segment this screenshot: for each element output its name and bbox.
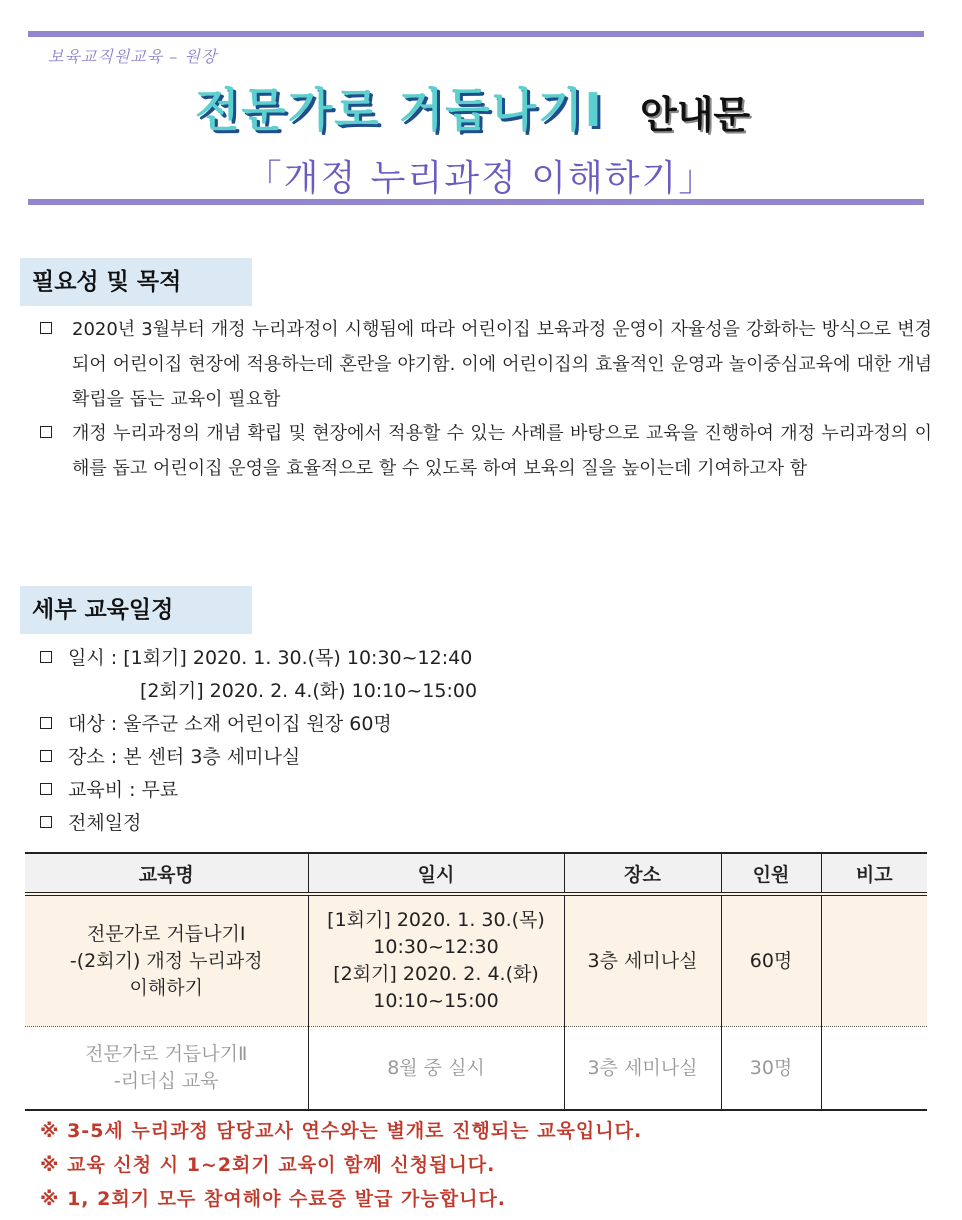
checkbox-bullet-icon — [40, 426, 52, 438]
schedule-table — [25, 852, 927, 1111]
course-date-cell: [1회기] 2020. 1. 30.(목) 10:30~12:30 [2회기] 2020. 2. 4.(화) 10:10~15:00 — [308, 894, 564, 1027]
table-header-cell: 비고 — [821, 853, 927, 894]
audience-label: 보육교직원교육 – 원장 — [48, 47, 218, 66]
bottom-rule — [28, 199, 924, 205]
purpose-text: 개정 누리과정의 개념 확립 및 현장에서 적용할 수 있는 사례를 바탕으로 교육을 진행하여 개정 누리과정의 이해를 돕고 어린이집 운영을 효율적으로 할 수 있도록 하여 보육의 질을 높이는데 기여하고자 함 — [72, 423, 932, 479]
target-line: 대상 : 울주군 소재 어린이집 원장 60명 — [40, 708, 392, 741]
section-heading-schedule: 세부 교육일정 — [20, 586, 252, 634]
table-header-cell: 장소 — [564, 853, 721, 894]
overall-line: 전체일정 — [40, 807, 141, 840]
course-count-cell: 30명 — [721, 1027, 821, 1111]
date-line-2: [2회기] 2020. 2. 4.(화) 10:10~15:00 — [140, 680, 478, 702]
checkbox-bullet-icon — [40, 783, 52, 795]
checkbox-bullet-icon — [40, 750, 52, 762]
course-note-cell — [821, 894, 927, 1027]
course-name-cell: 전문가로 거듭나기Ⅰ -(2회기) 개정 누리과정 이해하기 — [25, 894, 308, 1027]
notice-label: 안내문 — [640, 93, 751, 137]
course-count-cell: 60명 — [721, 894, 821, 1027]
course-name-cell: 전문가로 거듭나기Ⅱ -리더십 교육 — [25, 1027, 308, 1111]
date-line: 일시 : [1회기] 2020. 1. 30.(목) 10:30~12:40 — [40, 642, 472, 675]
place-line: 장소 : 본 센터 3층 세미나실 — [40, 741, 300, 774]
purpose-item — [40, 312, 932, 417]
checkbox-bullet-icon — [40, 651, 52, 663]
purpose-item — [40, 416, 932, 486]
top-rule — [28, 31, 924, 37]
table-header-row — [25, 853, 927, 894]
section-heading-purpose: 필요성 및 목적 — [20, 258, 252, 306]
table-row — [25, 894, 927, 1027]
checkbox-bullet-icon — [40, 322, 52, 334]
table-header-cell: 교육명 — [25, 853, 308, 894]
course-place-cell: 3층 세미나실 — [564, 894, 721, 1027]
table-header-cell: 인원 — [721, 853, 821, 894]
page-subtitle: 「개정 누리과정 이해하기」 — [245, 158, 717, 199]
notice-line: ※ 교육 신청 시 1~2회기 교육이 함께 신청됩니다. — [40, 1154, 496, 1176]
course-note-cell — [821, 1027, 927, 1111]
page-title: 전문가로 거듭나기Ⅰ — [195, 83, 604, 137]
purpose-text: 2020년 3월부터 개정 누리과정이 시행됨에 따라 어린이집 보육과정 운영이 자율성을 강화하는 방식으로 변경되어 어린이집 현장에 적용하는데 혼란을 야기함. 이에 어린이집의 효율적인 운영과 놀이중심교육에 대한 개념 확립을 돕는 교육이 필요함 — [72, 319, 932, 410]
course-date-cell: 8월 중 실시 — [308, 1027, 564, 1111]
notice-line: ※ 1, 2회기 모두 참여해야 수료증 발급 가능합니다. — [40, 1188, 507, 1210]
checkbox-bullet-icon — [40, 816, 52, 828]
fee-line: 교육비 : 무료 — [40, 774, 178, 807]
table-header-cell: 일시 — [308, 853, 564, 894]
course-place-cell: 3층 세미나실 — [564, 1027, 721, 1111]
table-row — [25, 1027, 927, 1111]
notice-line: ※ 3-5세 누리과정 담당교사 연수와는 별개로 진행되는 교육입니다. — [40, 1120, 643, 1142]
checkbox-bullet-icon — [40, 717, 52, 729]
